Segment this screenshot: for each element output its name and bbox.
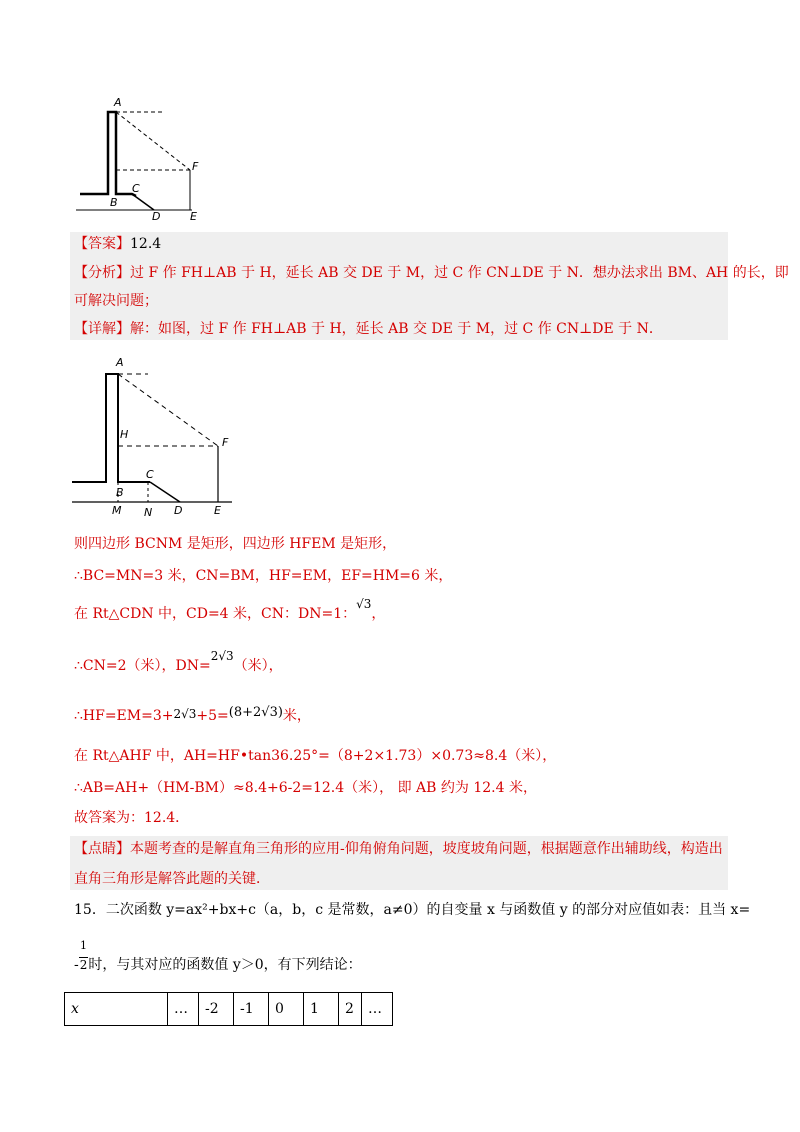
analysis-line-1 — [70, 262, 789, 284]
fig2-label-h: H — [120, 428, 129, 441]
answer-line — [70, 232, 728, 254]
table-cell: 0 — [269, 993, 304, 1026]
table-row — [65, 993, 393, 1026]
solution-line-5-mid: +5= — [196, 708, 229, 724]
comment-tag: 【点睛】 — [74, 841, 130, 857]
analysis-text-1: 过 F 作 FH⊥AB 于 H，延长 AB 交 DE 于 M，过 C 作 CN⊥DE 于 N．想办法求出 BM、AH 的长，即 — [130, 265, 789, 281]
solution-line-5-end: 米， — [282, 708, 311, 724]
question-15-text-2: 时，与其对应的函数值 y＞0，有下列结论： — [88, 957, 362, 973]
value-table — [64, 992, 393, 1026]
fig2-label-e: E — [214, 504, 221, 517]
solution-line-8: 故答案为：12.4． — [74, 810, 190, 826]
answer-block — [70, 232, 789, 340]
question-15-line-2 — [74, 955, 362, 975]
question-15-line-1: 15．二次函数 y=ax²+bx+c（a，b，c 是常数，a≠0）的自变量 x 与函数值 y 的部分对应值如表：且当 x= — [74, 902, 751, 918]
solution-line-6: 在 Rt△AHF 中，AH=HF•tan36.25°=（8+2×1.73）×0.73≈8.4（米）， — [74, 748, 557, 764]
comment-block — [70, 836, 728, 890]
answer-value: 12.4 — [130, 236, 162, 252]
two-sqrt3-term: 2√3 — [210, 649, 234, 663]
fig2-label-n: N — [144, 506, 153, 519]
fraction-numerator: 1 — [80, 939, 87, 952]
solution-line-1: 则四边形 BCNM 是矩形，四边形 HFEM 是矩形， — [74, 536, 397, 552]
fig2-label-d: D — [174, 504, 183, 517]
solution-line-4-end: （米）， — [233, 658, 283, 674]
comment-line-1 — [70, 836, 728, 860]
table-cell: 1 — [304, 993, 339, 1026]
fig2-label-a: A — [116, 356, 124, 369]
sqrt3-term: √3 — [356, 597, 372, 611]
solution-line-7: ∴AB=AH+（HM-BM）≈8.4+6-2=12.4（米）， 即 AB 约为 12.4 米， — [74, 780, 537, 796]
fig2-label-b: B — [116, 486, 124, 499]
table-cell-x: x — [65, 993, 168, 1026]
analysis-tag: 【分析】 — [74, 265, 130, 281]
two-sqrt3-term-2: 2√3 — [173, 707, 197, 721]
table-cell: -1 — [234, 993, 269, 1026]
fig1-label-c: C — [132, 182, 140, 195]
answer-tag: 【答案】 — [74, 236, 130, 252]
fig2-label-f: F — [222, 436, 229, 449]
solution-line-3 — [74, 597, 386, 624]
fig2-label-m: M — [112, 504, 122, 517]
solution-line-5 — [74, 706, 311, 727]
solution-line-3-end: ， — [371, 606, 386, 622]
fraction-denominator: 2 — [79, 958, 88, 972]
solution-line-4 — [74, 649, 283, 676]
fig1-label-e: E — [190, 210, 197, 222]
fig1-label-b: B — [110, 196, 118, 209]
solution-line-2: ∴BC=MN=3 米，CN=BM，HF=EM，EF=HM=6 米， — [74, 568, 453, 584]
solution-line-4-text: ∴CN=2（米），DN= — [74, 658, 211, 674]
comment-line-2: 直角三角形是解答此题的关键． — [74, 871, 270, 887]
comment-text-1: 本题考查的是解直角三角形的应用-仰角俯角问题，坡度坡角问题，根据题意作出辅助线，构造出 — [130, 841, 723, 857]
analysis-line-2: 可解决问题； — [74, 293, 158, 309]
detail-tag: 【详解】 — [74, 321, 130, 337]
figure-1 — [72, 92, 212, 222]
paren-term: (8+2√3) — [228, 705, 283, 720]
figure-2 — [72, 352, 234, 520]
fraction-sign: - — [74, 957, 79, 973]
detail-line — [70, 318, 728, 340]
fig1-label-d: D — [152, 210, 161, 222]
fig1-label-a: A — [114, 96, 122, 109]
detail-text: 解：如图，过 F 作 FH⊥AB 于 H，延长 AB 交 DE 于 M，过 C 作 CN⊥DE 于 N． — [130, 321, 663, 337]
table-cell: 2 — [339, 993, 362, 1026]
solution-line-3-text: 在 Rt△CDN 中，CD=4 米，CN：DN=1： — [74, 606, 357, 622]
table-cell: -2 — [199, 993, 234, 1026]
fig1-label-f: F — [192, 160, 199, 173]
solution-line-5-text: ∴HF=EM=3+ — [74, 708, 174, 724]
table-cell: … — [362, 993, 393, 1026]
table-cell: … — [168, 993, 199, 1026]
fig2-label-c: C — [146, 468, 154, 481]
